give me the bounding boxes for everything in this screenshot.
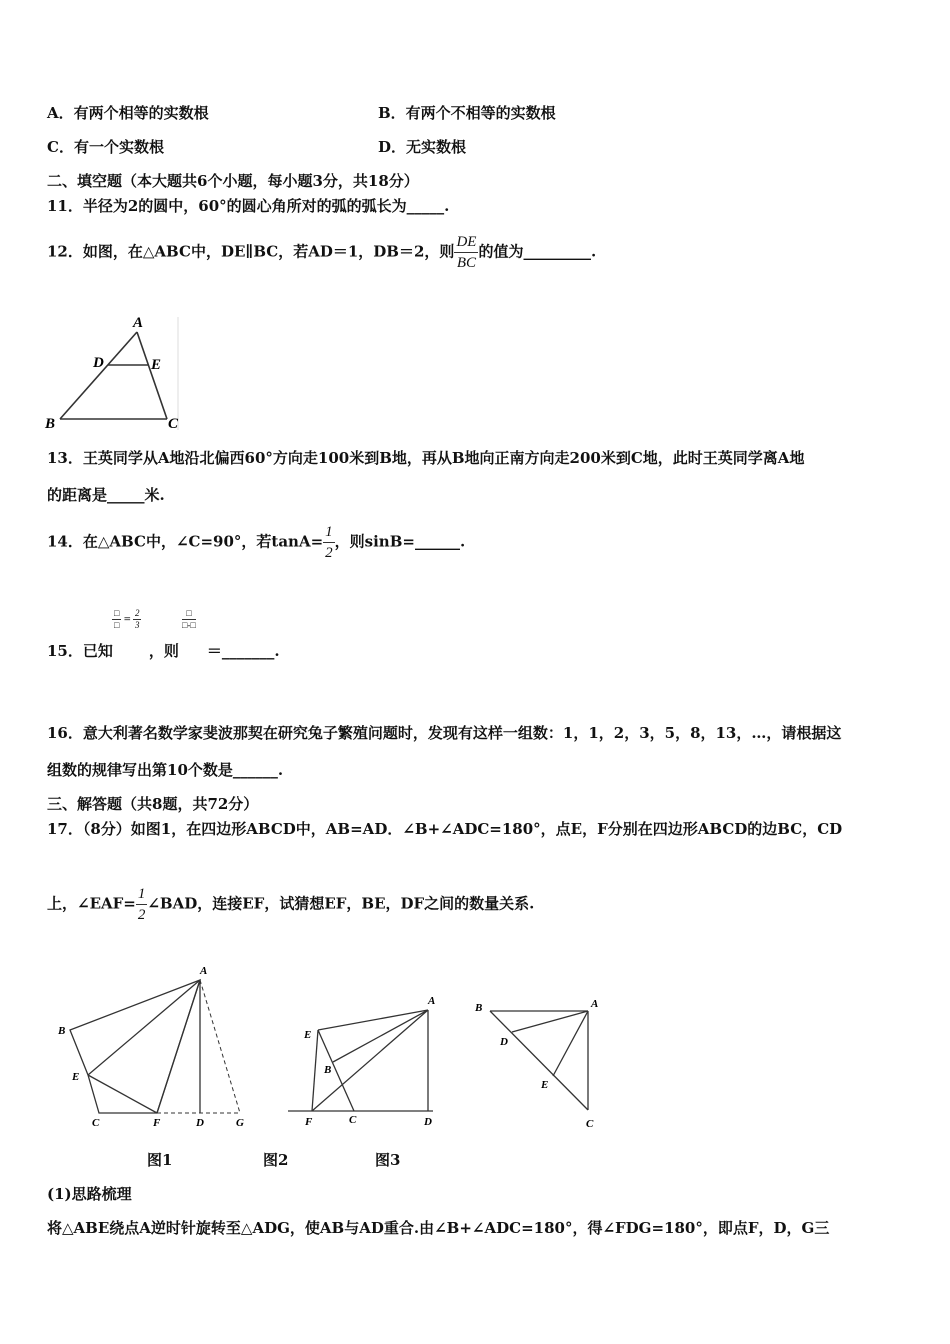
q17-line2-prefix: 上，∠EAF= — [47, 894, 136, 913]
figure-3-caption: 图3 — [375, 1151, 401, 1169]
question-15 — [47, 641, 280, 661]
q17-figure-1 — [50, 960, 255, 1135]
q14-fraction — [323, 522, 335, 563]
fig1-label-f: F — [153, 1117, 161, 1129]
q17-sub1-text: 将△ABE绕点A逆时针旋转至△ADG，使AB与AD重合.由∠B+∠ADC=180°，得∠FDG=180°，即点F，D，G三 — [47, 1219, 830, 1237]
question-12 — [47, 232, 596, 273]
q14-suffix: ，则sinB=______. — [334, 532, 466, 551]
q12-frac-den: BC — [456, 255, 477, 271]
fig1-label-c: C — [92, 1117, 100, 1129]
q15-formula-1: $\frac{□}{□}$ = $\frac{2}{3}$ — [114, 608, 140, 630]
q15-prefix: 15．已知 — [47, 642, 113, 660]
fig1-label-e: E — [72, 1071, 80, 1083]
fig2-label-a: A — [428, 995, 436, 1007]
q12-triangle-figure — [42, 312, 182, 434]
q17-fraction — [136, 884, 148, 925]
fig1-label-a: A — [200, 965, 208, 977]
question-13-line2: 的距离是_____米. — [47, 486, 165, 504]
fig2-label-e: E — [304, 1029, 312, 1041]
question-17-line2 — [47, 884, 534, 925]
fig3-label-d: D — [500, 1036, 508, 1048]
question-14 — [47, 522, 465, 563]
question-16-line1: 16．意大利著名数学家斐波那契在研究兔子繁殖问题时，发现有这样一组数：1，1，2，3，5，8，13，…，请根据这 — [47, 724, 842, 742]
option-b: B．有两个不相等的实数根 — [378, 104, 556, 122]
q14-prefix: 14．在△ABC中，∠C=90°，若tanA= — [47, 532, 324, 551]
fig1-label-d: D — [196, 1117, 204, 1129]
fig3-label-b: B — [475, 1002, 483, 1014]
label-d: D — [93, 355, 104, 371]
q12-fraction — [454, 232, 478, 273]
q17-figure-3 — [470, 990, 610, 1130]
q12-suffix: 的值为_________. — [478, 242, 597, 261]
option-a: A．有两个相等的实数根 — [47, 104, 209, 122]
q14-frac-den: 2 — [325, 545, 333, 561]
q17-line2-suffix: ∠BAD，连接EF，试猜想EF，BE，DF之间的数量关系. — [147, 894, 535, 913]
label-a: A — [133, 315, 144, 331]
fig3-label-c: C — [586, 1118, 594, 1130]
side-ab — [60, 332, 137, 419]
fig2-label-f: F — [305, 1116, 313, 1128]
q12-prefix: 12．如图，在△ABC中，DE∥BC，若AD＝1，DB＝2，则 — [47, 242, 455, 261]
q17-figure-2 — [283, 990, 448, 1130]
figure-2-caption: 图2 — [263, 1151, 289, 1169]
fig1-label-b: B — [58, 1025, 66, 1037]
fig1-label-g: G — [236, 1117, 244, 1129]
fig2-label-b: B — [324, 1064, 332, 1076]
fig3-label-a: A — [591, 998, 599, 1010]
section-3-heading: 三、解答题（共8题，共72分） — [47, 795, 259, 813]
question-17-line1: 17．（8分）如图1，在四边形ABCD中，AB=AD．∠B+∠ADC=180°，点E，F分别在四边形ABCD的边BC，CD — [47, 820, 843, 838]
question-16-line2: 组数的规律写出第10个数是______. — [47, 761, 284, 779]
label-b: B — [45, 416, 56, 432]
option-d: D．无实数根 — [378, 138, 467, 156]
q15-middle: ，则 — [148, 642, 179, 660]
fig2-label-c: C — [349, 1114, 357, 1126]
fig2-label-d: D — [424, 1116, 432, 1128]
q15-suffix: ＝_______. — [206, 642, 280, 660]
q15-formula-2: $\frac{□}{□-□}$ — [182, 608, 196, 630]
figure-1-caption: 图1 — [147, 1151, 173, 1169]
question-11: 11．半径为2的圆中，60°的圆心角所对的弧的弧长为_____. — [47, 197, 450, 215]
question-13-line1: 13．王英同学从A地沿北偏西60°方向走100米到B地，再从B地向正南方向走200米到C地，此时王英同学离A地 — [47, 449, 805, 467]
q14-frac-num: 1 — [323, 522, 335, 543]
option-c: C．有一个实数根 — [47, 138, 164, 156]
label-c: C — [168, 416, 179, 432]
q17-frac-num: 1 — [136, 884, 148, 905]
section-2-heading: 二、填空题（本大题共6个小题，每小题3分，共18分） — [47, 172, 419, 190]
label-e: E — [151, 357, 162, 373]
fig3-label-e: E — [541, 1079, 549, 1091]
q17-frac-den: 2 — [137, 907, 146, 923]
q12-frac-num: DE — [454, 232, 478, 253]
q17-sub1-title: (1)思路梳理 — [47, 1185, 132, 1203]
side-ac — [137, 332, 167, 419]
